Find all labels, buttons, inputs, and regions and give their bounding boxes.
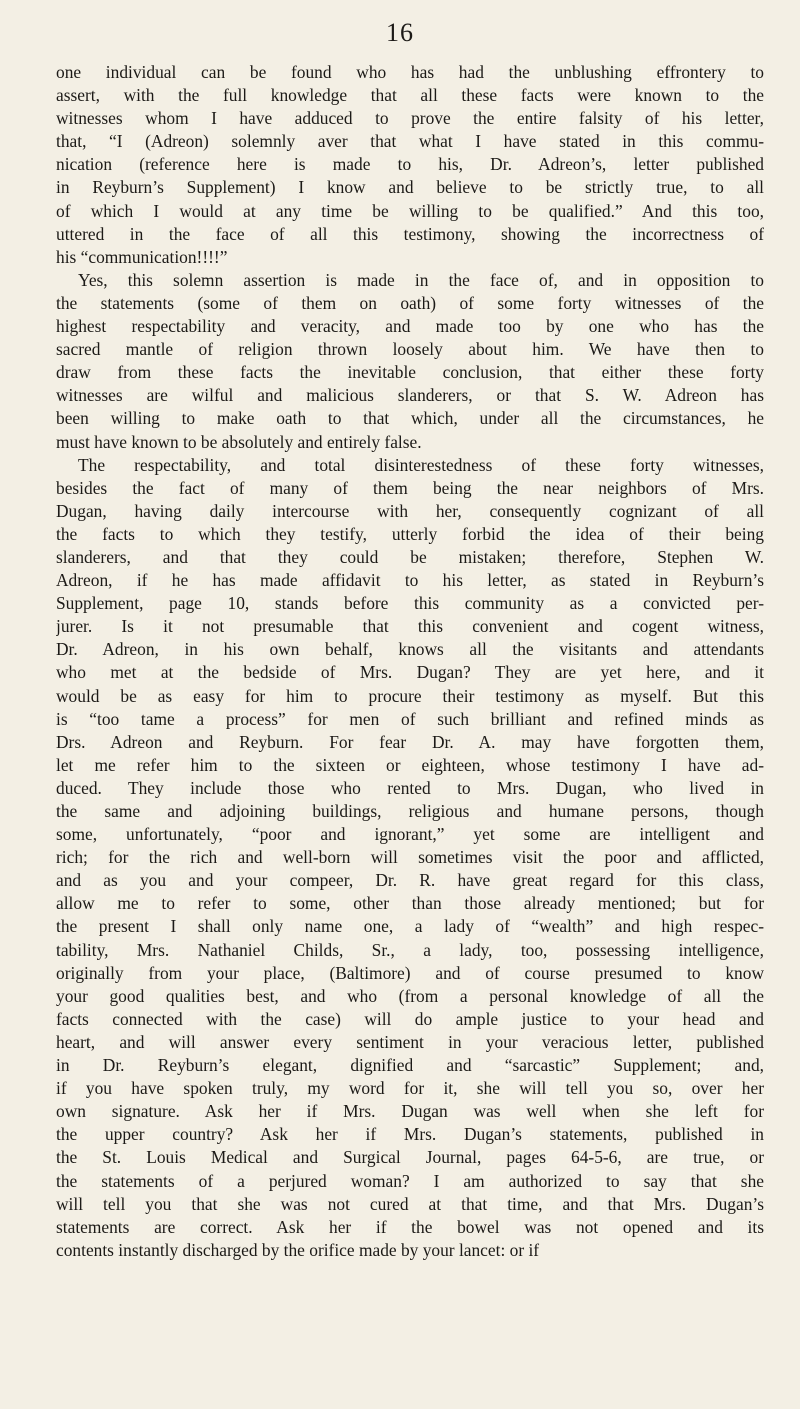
text-line: the statements (some of them on oath) of some forty witnesses of the	[56, 292, 764, 313]
text-line: will tell you that she was not cured at that time, and that Mrs. Dugan’s	[56, 1193, 764, 1214]
page-number: 16	[386, 18, 414, 47]
text-line: is “too tame a process” for men of such brilliant and refined minds as	[56, 708, 764, 729]
text-line: must have known to be absolutely and entirely false.	[56, 431, 422, 452]
text-line: who met at the bedside of Mrs. Dugan? They are yet here, and it	[56, 662, 764, 683]
text-line: witnesses whom I have adduced to prove the entire falsity of his letter,	[56, 108, 764, 129]
text-line: jurer. Is it not presumable that this convenient and cogent witness,	[56, 616, 764, 637]
text-line: heart, and will answer every sentiment in your veracious letter, published	[56, 1031, 764, 1052]
text-line: nication (reference here is made to his, Dr. Adreon’s, letter published	[56, 154, 764, 175]
text-line: that, “I (Adreon) solemnly aver that what I have stated in this commu-	[56, 131, 764, 152]
text-line: the upper country? Ask her if Mrs. Dugan’s statements, published in	[56, 1124, 764, 1145]
text-line: in Dr. Reyburn’s elegant, dignified and “sarcastic” Supplement; and,	[56, 1055, 764, 1076]
text-line: highest respectability and veracity, and made too by one who has the	[56, 316, 764, 337]
text-line: Dr. Adreon, in his own behalf, knows all the visitants and attendants	[56, 639, 764, 660]
text-line: allow me to refer to some, other than those already mentioned; but for	[56, 893, 764, 914]
text-line: originally from your place, (Baltimore) and of course presumed to know	[56, 962, 764, 983]
text-line: slanderers, and that they could be mistaken; therefore, Stephen W.	[56, 546, 764, 567]
text-line: besides the fact of many of them being the near neighbors of Mrs.	[56, 477, 764, 498]
text-line: your good qualities best, and who (from a personal knowledge of all the	[56, 985, 764, 1006]
text-line: Dugan, having daily intercourse with her, consequently cognizant of all	[56, 500, 764, 521]
text-line: and as you and your compeer, Dr. R. have great regard for this class,	[56, 870, 764, 891]
text-line: uttered in the face of all this testimony, showing the incorrectness of	[56, 223, 764, 244]
text-line: The respectability, and total disinterestedness of these forty witnesses,	[78, 454, 764, 475]
text-line: some, unfortunately, “poor and ignorant,” yet some are intelligent and	[56, 824, 764, 845]
text-line: facts connected with the case) will do ample justice to your head and	[56, 1008, 764, 1029]
text-line: his “communication!!!!”	[56, 246, 228, 267]
text-line: the same and adjoining buildings, religious and humane persons, though	[56, 801, 764, 821]
text-line: draw from these facts the inevitable conclusion, that either these forty	[56, 362, 764, 383]
text-line: if you have spoken truly, my word for it, she will tell you so, over her	[56, 1078, 764, 1099]
text-line: the facts to which they testify, utterly forbid the idea of their being	[56, 523, 764, 544]
text-line: been willing to make oath to that which, under all the circumstances, he	[56, 408, 764, 429]
text-line: the statements of a perjured woman? I am authorized to say that she	[56, 1170, 764, 1191]
text-line: duced. They include those who rented to Mrs. Dugan, who lived in	[56, 777, 764, 798]
text-line: own signature. Ask her if Mrs. Dugan was well when she left for	[56, 1101, 764, 1122]
text-line: contents instantly discharged by the orifice made by your lancet: or if	[56, 1239, 540, 1260]
body-text	[56, 61, 764, 1262]
text-line: Yes, this solemn assertion is made in the face of, and in opposition to	[78, 269, 764, 290]
text-line: statements are correct. Ask her if the bowel was not opened and its	[56, 1216, 764, 1237]
text-line: sacred mantle of religion thrown loosely about him. We have then to	[56, 339, 764, 360]
text-line: Drs. Adreon and Reyburn. For fear Dr. A. may have forgotten them,	[56, 731, 764, 752]
text-line: Adreon, if he has made affidavit to his letter, as stated in Reyburn’s	[56, 570, 764, 591]
text-line: one individual can be found who has had the unblushing effrontery to	[56, 62, 764, 82]
text-line: Supplement, page 10, stands before this community as a convicted per-	[56, 593, 764, 614]
text-line: in Reyburn’s Supplement) I know and believe to be strictly true, to all	[56, 177, 764, 198]
text-line: of which I would at any time be willing to be qualified.” And this too,	[56, 200, 764, 221]
text-line: tability, Mrs. Nathaniel Childs, Sr., a lady, too, possessing intelligence,	[56, 939, 764, 960]
text-line: would be as easy for him to procure their testimony as myself. But this	[56, 685, 764, 706]
text-line: the St. Louis Medical and Surgical Journal, pages 64-5-6, are true, or	[56, 1147, 764, 1168]
text-line: let me refer him to the sixteen or eighteen, whose testimony I have ad-	[56, 754, 764, 775]
text-line: rich; for the rich and well-born will sometimes visit the poor and afflicted,	[56, 847, 764, 868]
text-line: assert, with the full knowledge that all these facts were known to the	[56, 85, 764, 106]
text-line: witnesses are wilful and malicious slanderers, or that S. W. Adreon has	[56, 385, 764, 406]
text-line: the present I shall only name one, a lady of “wealth” and high respec-	[56, 916, 764, 937]
